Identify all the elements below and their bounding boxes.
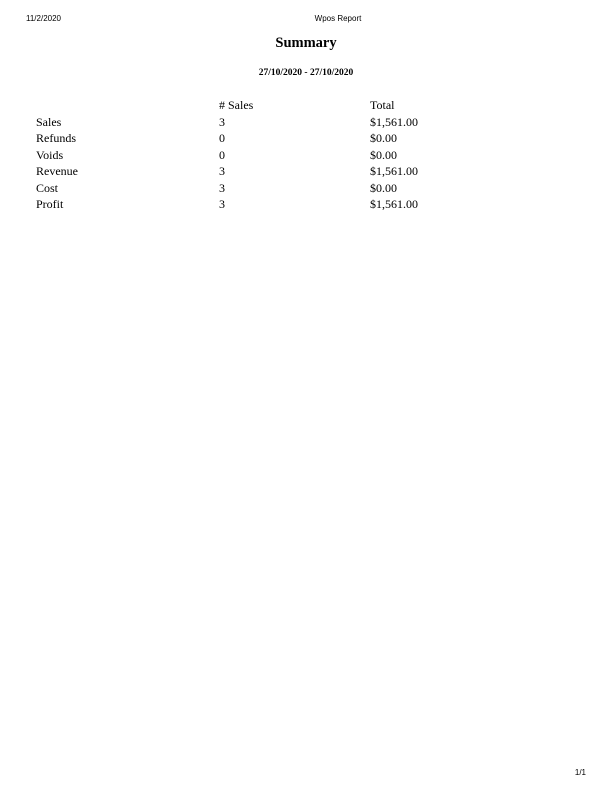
row-count: 0 [219, 131, 225, 145]
report-date-range: 27/10/2020 - 27/10/2020 [258, 68, 354, 78]
row-label: Cost [36, 180, 59, 195]
table-row [0, 114, 612, 131]
row-total: $0.00 [370, 147, 397, 162]
row-total: $1,561.00 [370, 114, 418, 129]
table-row [0, 180, 612, 197]
row-count: 3 [219, 180, 225, 195]
row-label: Voids [36, 147, 64, 162]
row-count: 3 [219, 164, 225, 178]
row-total: $0.00 [370, 180, 397, 195]
page-number: 1/1 [574, 768, 586, 777]
table-row [0, 130, 612, 147]
table-header-row [0, 97, 612, 114]
row-count: 0 [219, 147, 225, 162]
document-title: Wpos Report [314, 14, 362, 23]
row-count: 3 [219, 114, 225, 129]
report-title: Summary [275, 35, 337, 51]
row-total: $1,561.00 [370, 197, 418, 211]
print-date: 11/2/2020 [26, 14, 61, 23]
row-label: Refunds [36, 131, 76, 145]
row-total: $1,561.00 [370, 164, 418, 178]
row-label: Sales [36, 114, 62, 129]
row-label: Revenue [36, 164, 78, 178]
table-row [0, 147, 612, 164]
row-total: $0.00 [370, 131, 397, 145]
column-header-sales-count: # Sales [219, 98, 254, 112]
summary-table [0, 97, 612, 213]
column-header-total: Total [370, 98, 395, 112]
row-label: Profit [36, 197, 64, 211]
table-row [0, 163, 612, 180]
row-count: 3 [219, 197, 225, 211]
table-row [0, 196, 612, 213]
